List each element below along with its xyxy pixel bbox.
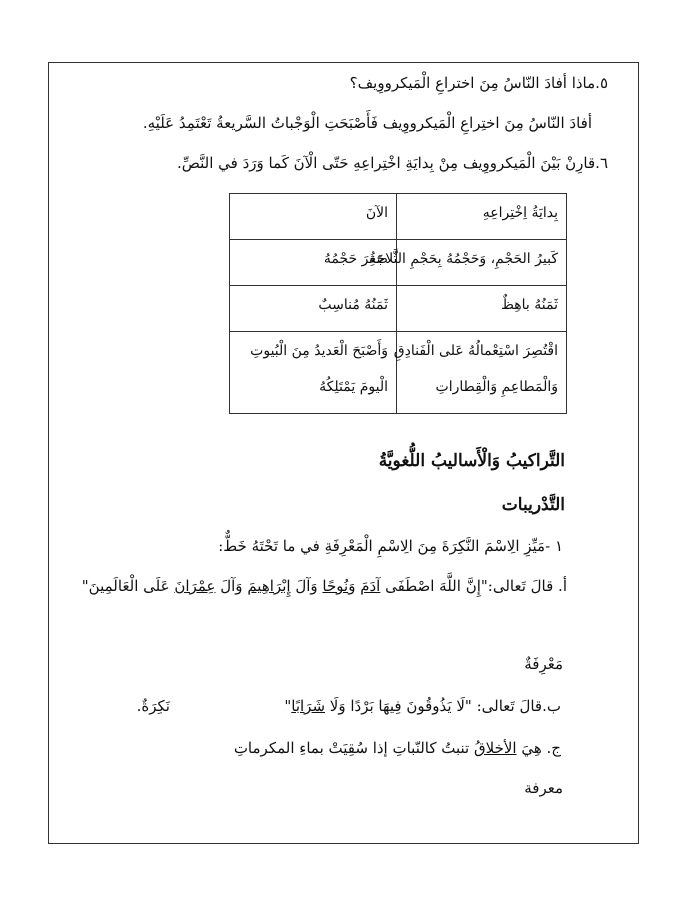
answer-5: أفادَ النّاسُ مِنَ اختِراعِ الْمَيكرووِيف فَأَصْبَحَتِ الْوَجْباتُ السَّريعةُ تَعْتَمِدُ عَلَيْهِ. [142,114,592,132]
question-5: ٥.ماذا أفادَ النّاسُ مِنَ اختراعِ الْمَيكرووِيف؟ [349,74,608,92]
subsection-title: التَّدْريبات [501,495,565,515]
underlined-word: آدَمَ [360,577,381,595]
answer-b: نَكِرَةٌ. [136,697,170,715]
text-segment: وَآلَ [290,577,323,595]
underlined-word: الأخلاقُ [474,739,517,757]
underlined-word: شَرَابًا [291,697,326,715]
cell-line: الْيومَ يَمْتَلِكُهُ [319,379,388,395]
table-cell [393,332,567,414]
table-cell: ثَمَنُهُ باهِظٌ [397,286,567,332]
section-title: التَّراكيبُ وَالْأَساليبُ اللُّغويَّةُ [378,451,565,471]
table-row [230,332,567,414]
text-segment: ج. هِيَ [516,739,561,757]
header-cell-start: بِدايَةُ اِخْتِراعِهِ [397,194,567,240]
underlined-word: نُوحًا [322,577,349,595]
text-segment: وَآلَ [215,577,248,595]
table-row [230,286,567,332]
text-segment: عَلَى الْعَالَمِينَ" [81,577,175,595]
text-segment: " [284,697,292,715]
table-cell: ثَمَنُهُ مُناسِبٌ [230,286,397,332]
text-segment: ب.قالَ تَعالى: "لَا يَذُوقُونَ فِيهَا بَرْدًا وَلَا [325,697,561,715]
text-segment: وَ [348,577,361,595]
exercise-item-c [234,737,561,759]
answer-a: مَعْرِفَةٌ [524,655,563,673]
header-cell-now: الآنَ [230,194,397,240]
exercise-item-b [284,695,561,717]
table-cell: كَبيرُ الحَجْمِ، وَحَجْمُهُ بِحَجْمِ الثَّلاجَةِ [397,240,567,286]
table-cell: صَغُرَ حَجْمُهُ [230,240,397,286]
underlined-word: عِمْرَانَ [174,577,216,595]
cell-line: وَأَصْبَحَ الْعَديدُ مِنَ الْبُيوتِ [250,343,388,359]
exercise-instruction: ١ -مَيِّزِ الِاسْمَ النَّكِرَةَ مِنَ الِاسْمِ الْمَعْرِفَةِ في ما تَحْتَهُ خَطٌّ: [218,537,563,555]
text-segment: تنبتُ كالنّباتِ إذا سُقِيَتْ بماءِ المكرماتِ [233,739,474,757]
exercise-item-a [82,575,567,597]
comparison-table [229,193,567,414]
table-header-row [230,194,567,240]
underlined-word: إِبْرَاهِيمَ [247,577,291,595]
table-cell [230,332,397,414]
cell-line: اقْتُصِرَ اسْتِعْمالُهُ عَلى الْفَنادِقِ [393,343,558,359]
cell-line: وَالْمَطاعِمِ وَالْقِطاراتِ [435,379,558,395]
question-6: ٦.قارِنْ بَيْنَ الْمَيكرووِيف مِنْ بِدايَةِ اخْتِراعِهِ حَتّى الْآنَ كَما وَرَدَ في النَّصِّ. [176,154,608,172]
answer-c: معرفة [524,779,563,797]
table-row [230,240,567,286]
text-segment: أ. قالَ تَعالى:"إِنَّ اللَّهَ اصْطَفَى [380,577,567,595]
